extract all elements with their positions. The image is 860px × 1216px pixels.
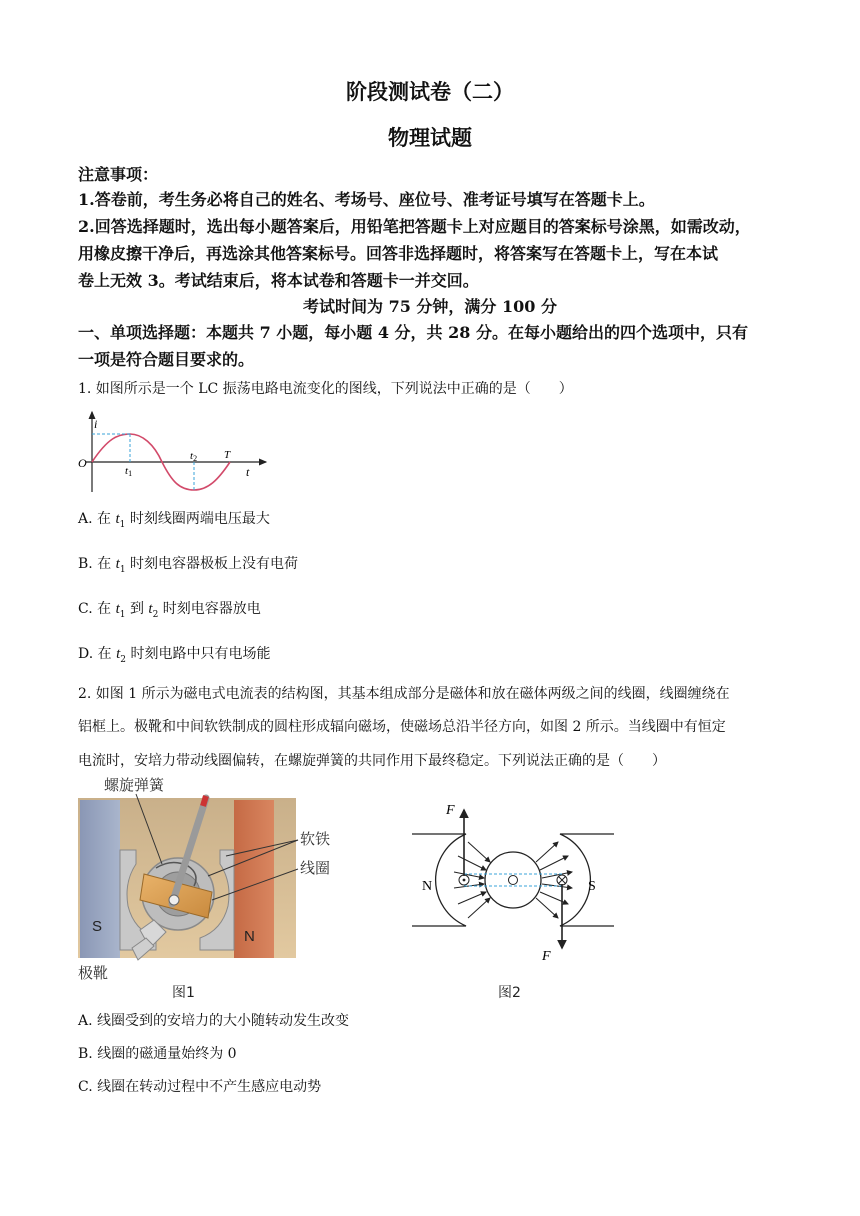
question-2-option-c: C. 线圈在转动过程中不产生感应电动势 <box>78 1079 322 1095</box>
fig2-axis-icon <box>509 876 518 885</box>
section-heading-line-2: 一项是符合题目要求的。 <box>78 350 255 369</box>
question-1-option-b: B. 在 $t_1$ 时刻电容器极板上没有电荷 <box>78 556 299 575</box>
fig1-n-label: N <box>244 928 255 945</box>
radial-field-diagram <box>408 796 618 966</box>
fig2-right-pole <box>560 834 614 926</box>
question-1-option-c: C. 在 $t_1$ 到 $t_2$ 时刻电容器放电 <box>78 601 261 620</box>
fig2-caption: 图2 <box>498 985 521 1001</box>
fig1-spring-label: 螺旋弹簧 <box>104 776 165 794</box>
question-2-stem-line-3: 电流时，安培力带动线圈偏转，在螺旋弹簧的共同作用下最终稳定。下列说法正确的是（ ） <box>78 753 666 769</box>
lc-current-graph <box>78 408 278 498</box>
question-2-option-b: B. 线圈的磁通量始终为 0 <box>78 1046 237 1062</box>
notes-heading: 注意事项： <box>78 165 159 184</box>
fig2-s-label: S <box>588 879 596 894</box>
section-heading-line-1: 一、单项选择题：本题共 7 小题，每小题 4 分，共 28 分。在每小题给出的四个选项中，只有 <box>78 323 748 342</box>
galvanometer-structure-figure <box>76 772 346 982</box>
fig2-n-label: N <box>422 879 433 894</box>
graph-t1-label: t1 <box>125 465 133 478</box>
fig1-soft-iron-label: 软铁 <box>300 830 331 848</box>
notes-item-2-line-1: 2.回答选择题时，选出每小题答案后，用铅笔把答题卡上对应题目的答案标号涂黑，如需改动， <box>78 217 751 236</box>
graph-x-label: t <box>246 465 250 479</box>
graph-y-label: i <box>94 417 98 431</box>
fig1-s-label: S <box>92 918 103 935</box>
fig2-left-pole <box>412 834 466 926</box>
question-1-option-a: A. 在 $t_1$ 时刻线圈两端电压最大 <box>78 511 270 530</box>
question-1-stem: 1. 如图所示是一个 LC 振荡电路电流变化的图线，下列说法中正确的是（ ） <box>78 381 573 397</box>
notes-item-1: 1.答卷前，考生务必将自己的姓名、考场号、座位号、准考证号填写在答题卡上。 <box>78 190 655 209</box>
page-title: 阶段测试卷（二） <box>346 80 514 104</box>
question-2-stem-line-1: 2. 如图 1 所示为磁电式电流表的结构图，其基本组成部分是磁体和放在磁体两级之间的线圈，线圈缠绕在 <box>78 686 730 702</box>
notes-item-2-line-2: 用橡皮擦干净后，再选涂其他答案标号。回答非选择题时，将答案写在答题卡上，写在本试 <box>78 244 719 263</box>
graph-t2-label: t2 <box>190 450 198 463</box>
graph-origin-label: O <box>78 456 87 470</box>
question-2-option-a: A. 线圈受到的安培力的大小随转动发生改变 <box>78 1013 350 1029</box>
question-2-stem-line-2: 铝框上。极靴和中间软铁制成的圆柱形成辐向磁场，使磁场总沿半径方向，如图 2 所示。当线圈中有恒定 <box>78 719 726 735</box>
exam-time-info: 考试时间为 75 分钟，满分 100 分 <box>303 297 557 316</box>
fig2-force-bottom-label: F <box>542 949 551 964</box>
fig1-coil-label: 线圈 <box>300 859 331 877</box>
question-1-option-d: D. 在 $t_2$ 时刻电路中只有电场能 <box>78 646 271 665</box>
fig2-force-top-label: F <box>446 803 455 818</box>
fig1-pole-shoe-label: 极靴 <box>78 964 109 982</box>
fig1-caption: 图1 <box>172 985 195 1001</box>
graph-period-label: T <box>224 449 231 461</box>
notes-item-2-line-3: 卷上无效 3。考试结束后，将本试卷和答题卡一并交回。 <box>78 271 479 290</box>
page-subtitle: 物理试题 <box>388 126 472 150</box>
